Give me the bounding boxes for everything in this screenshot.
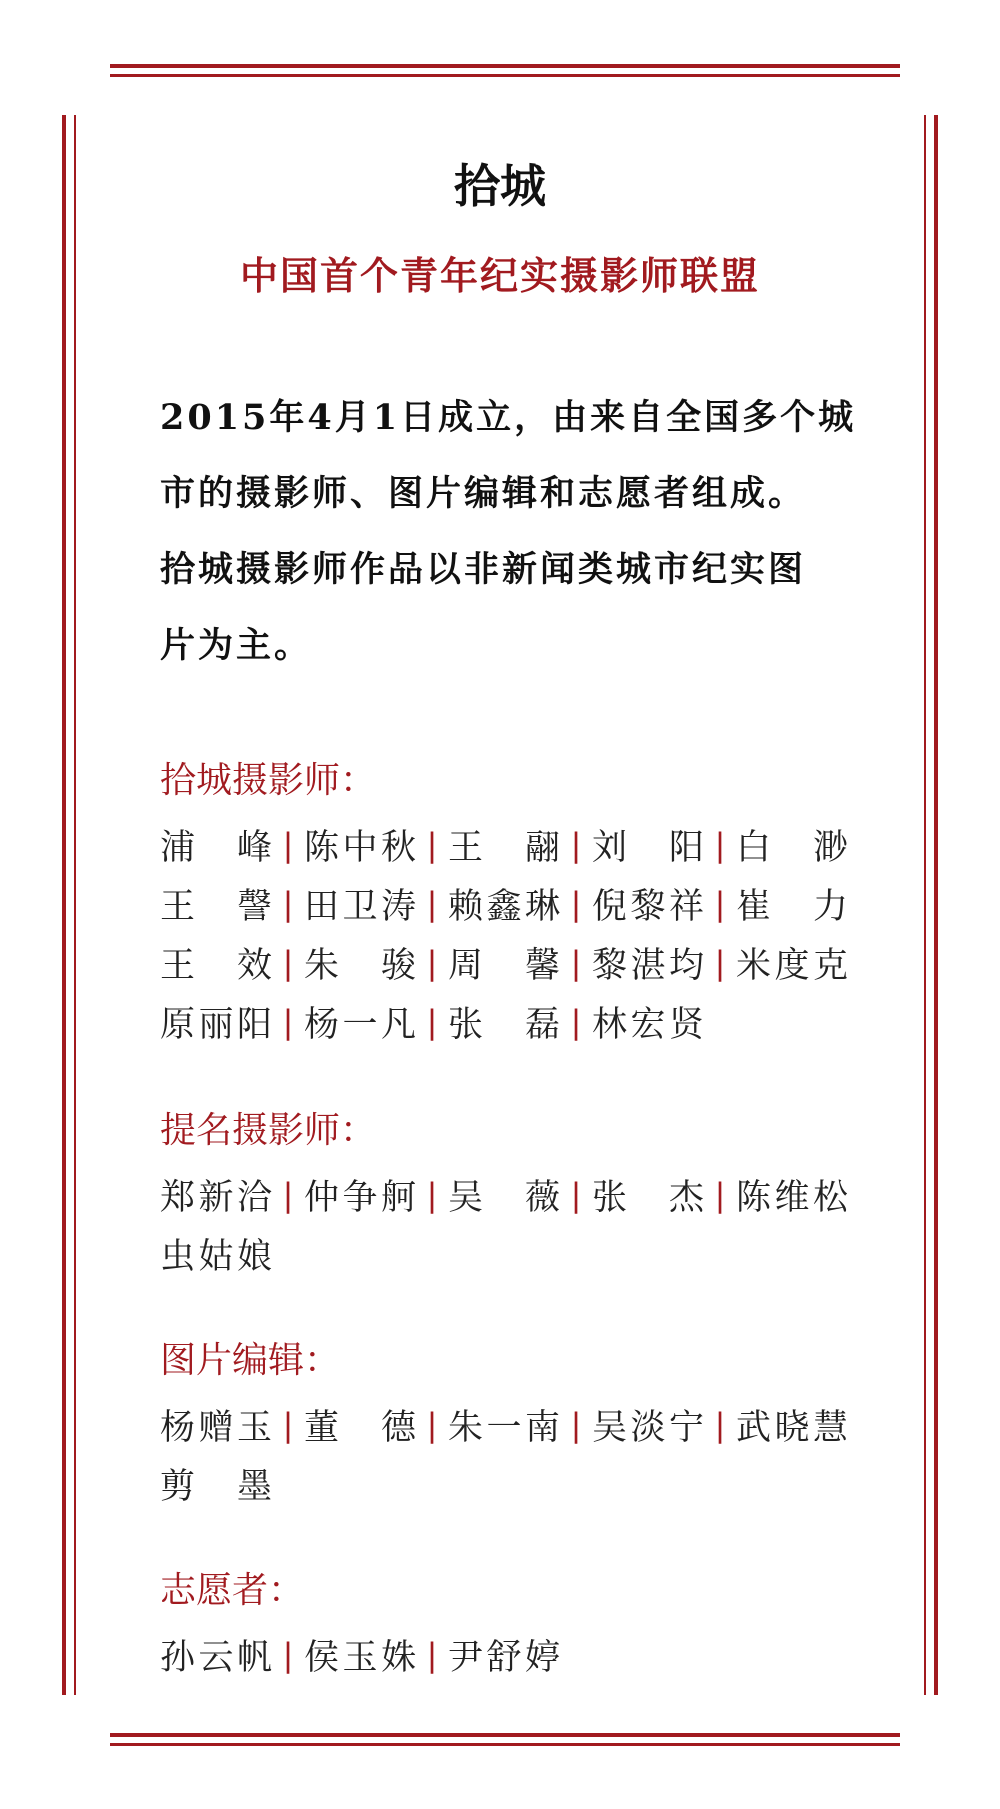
member-name: 仲 争 舸 [304, 1177, 416, 1218]
name-separator: | [426, 943, 438, 982]
member-name: 陈 维 松 [736, 1177, 848, 1218]
name-separator: | [282, 1002, 294, 1041]
member-name: 赖 鑫 琳 [448, 886, 560, 927]
intro-line: 2015年4月1日成立，由来自全国多个城 [160, 397, 857, 438]
member-name: 吴 薇 [448, 1177, 560, 1218]
member-name: 张 杰 [592, 1177, 704, 1218]
name-separator: | [282, 1405, 294, 1444]
name-separator: | [714, 884, 726, 923]
name-row [160, 992, 850, 1051]
member-name: 倪 黎 祥 [592, 886, 704, 927]
name-separator: | [426, 1635, 438, 1674]
member-name: 王 效 [160, 945, 272, 986]
member-name: 杨 赠 玉 [160, 1407, 272, 1448]
member-name: 浦 峰 [160, 827, 272, 868]
section-heading: 拾城摄影师： [160, 760, 377, 801]
right-border-line-1 [924, 115, 926, 1695]
member-name: 吴 淡 宁 [592, 1407, 704, 1448]
member-name: 朱 骏 [304, 945, 416, 986]
member-section [160, 1565, 850, 1684]
name-separator: | [714, 1175, 726, 1214]
section-heading: 志愿者： [160, 1570, 305, 1611]
member-section [160, 1335, 850, 1513]
member-name: 米 度 克 [736, 945, 848, 986]
member-name: 刘 阳 [592, 827, 704, 868]
member-name: 王 謦 [160, 886, 272, 927]
page-title: 拾城 [454, 159, 546, 213]
member-name: 黎 湛 均 [592, 945, 704, 986]
name-separator: | [282, 943, 294, 982]
member-name: 董 德 [304, 1407, 416, 1448]
name-separator: | [714, 1405, 726, 1444]
name-row [160, 1165, 850, 1224]
section-heading: 图片编辑： [160, 1340, 341, 1381]
name-row [160, 1224, 850, 1283]
member-name: 原 丽 阳 [160, 1004, 272, 1045]
name-separator: | [570, 1405, 582, 1444]
member-name: 田 卫 涛 [304, 886, 416, 927]
name-separator: | [570, 884, 582, 923]
name-separator: | [570, 1175, 582, 1214]
top-border-line-2 [110, 74, 900, 77]
name-separator: | [282, 1175, 294, 1214]
intro-paragraph [160, 390, 860, 694]
name-separator: | [426, 1405, 438, 1444]
name-separator: | [282, 825, 294, 864]
intro-line: 片为主。 [160, 625, 313, 666]
name-separator: | [570, 943, 582, 982]
member-name: 王 翮 [448, 827, 560, 868]
member-name: 白 渺 [736, 827, 848, 868]
member-name: 林 宏 贤 [592, 1004, 704, 1045]
name-row [160, 874, 850, 933]
left-border-line-1 [62, 115, 66, 1695]
name-separator: | [570, 1002, 582, 1041]
member-name: 尹 舒 婷 [448, 1637, 560, 1678]
name-separator: | [426, 1002, 438, 1041]
member-name: 虫 姑 娘 [160, 1236, 272, 1277]
name-row [160, 1454, 850, 1513]
intro-line: 市的摄影师、图片编辑和志愿者组成。 [160, 473, 807, 514]
name-separator: | [282, 884, 294, 923]
member-name: 武 晓 慧 [736, 1407, 848, 1448]
name-separator: | [282, 1635, 294, 1674]
right-border-line-2 [934, 115, 938, 1695]
intro-line: 拾城摄影师作品以非新闻类城市纪实图 [160, 549, 807, 590]
name-separator: | [426, 884, 438, 923]
name-separator: | [714, 825, 726, 864]
member-name: 朱 一 南 [448, 1407, 560, 1448]
name-row [160, 1395, 850, 1454]
bottom-border-line-1 [110, 1733, 900, 1737]
name-separator: | [426, 825, 438, 864]
bottom-border-line-2 [110, 1743, 900, 1746]
member-name: 周 馨 [448, 945, 560, 986]
left-border-line-2 [74, 115, 76, 1695]
member-name: 张 磊 [448, 1004, 560, 1045]
name-separator: | [570, 825, 582, 864]
name-row [160, 1625, 850, 1684]
top-border-line-1 [110, 64, 900, 68]
member-name: 侯 玉 姝 [304, 1637, 416, 1678]
member-name: 陈 中 秋 [304, 827, 416, 868]
member-section [160, 1105, 850, 1283]
member-name: 剪 墨 [160, 1466, 272, 1507]
page-subtitle: 中国首个青年纪实摄影师联盟 [239, 253, 760, 298]
section-heading: 提名摄影师： [160, 1110, 377, 1151]
name-separator: | [426, 1175, 438, 1214]
name-row [160, 815, 850, 874]
member-name: 孙 云 帆 [160, 1637, 272, 1678]
member-name: 杨 一 凡 [304, 1004, 416, 1045]
member-section [160, 755, 850, 1051]
member-name: 郑 新 洽 [160, 1177, 272, 1218]
name-separator: | [714, 943, 726, 982]
member-name: 崔 力 [736, 886, 848, 927]
name-row [160, 933, 850, 992]
